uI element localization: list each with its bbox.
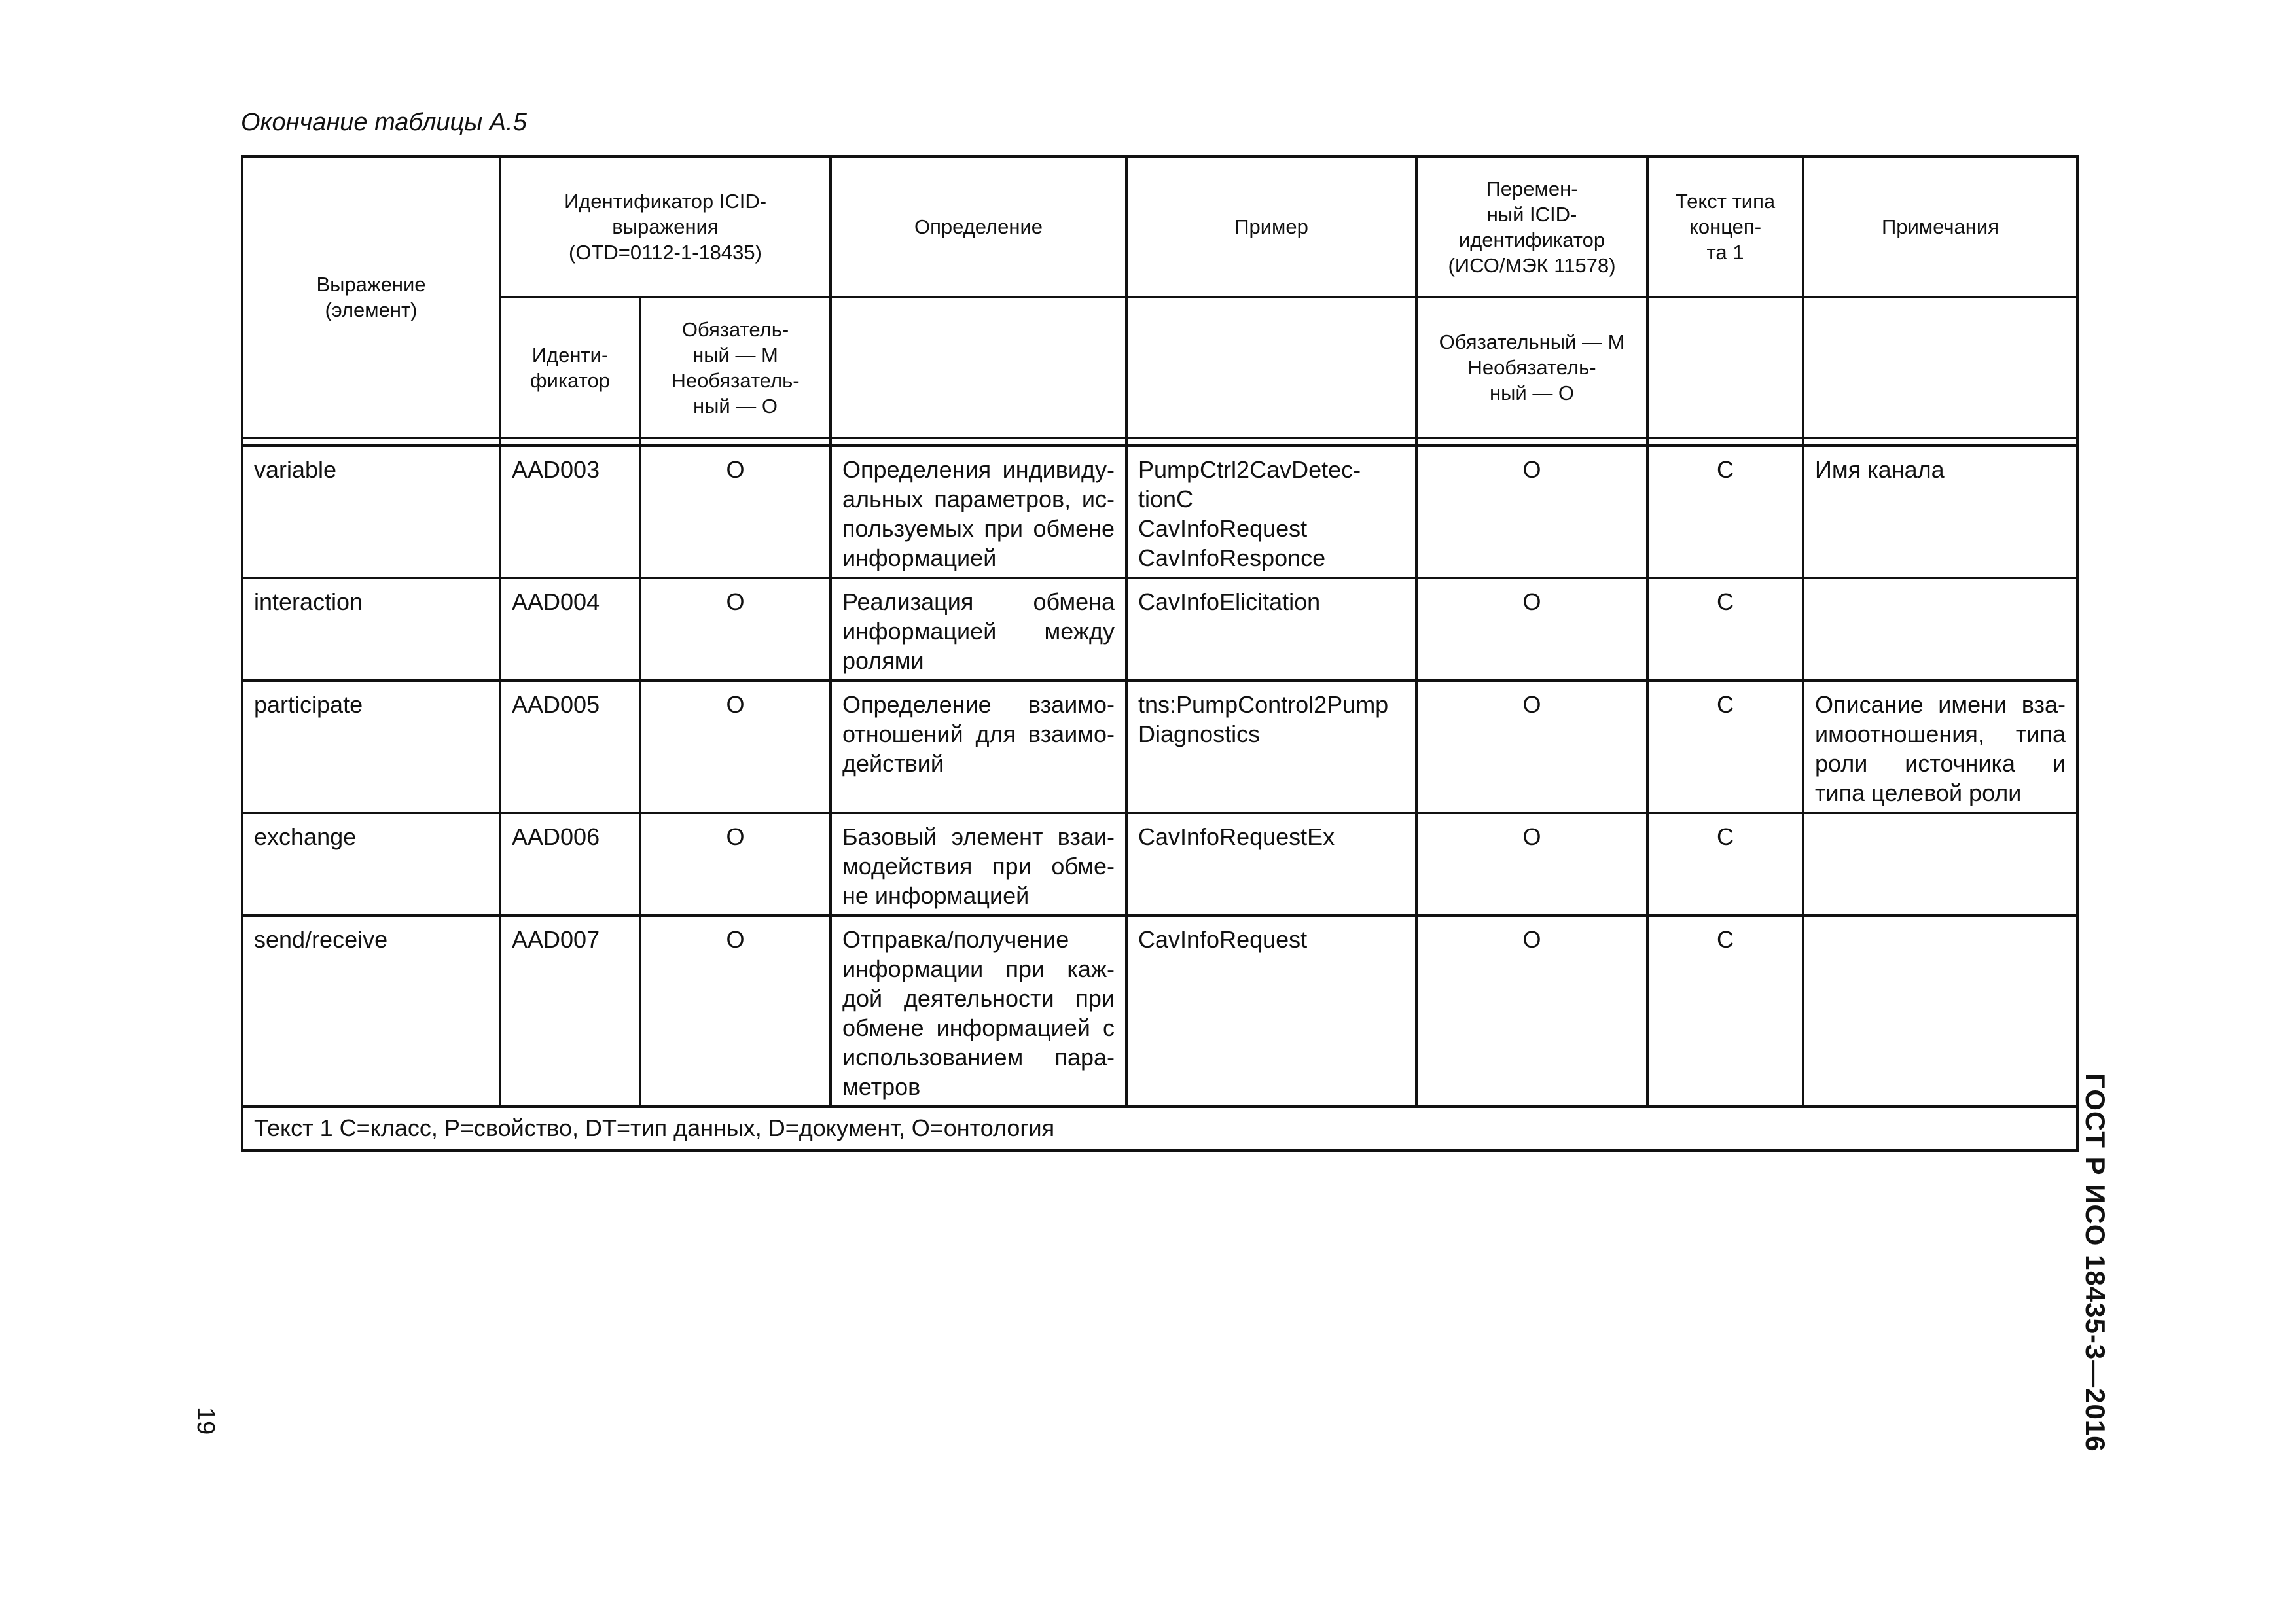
cell-obligation: O <box>640 813 831 916</box>
table-row <box>242 446 2077 578</box>
cell-example: CavInfoElicitation <box>1126 578 1416 681</box>
cell-definition: Определение взаимо- отношений для взаимо- действий <box>831 681 1126 813</box>
table-row <box>242 681 2077 813</box>
cell-expression: variable <box>242 446 500 578</box>
header-notes: Примечания <box>1803 156 2077 297</box>
cell-expression: exchange <box>242 813 500 916</box>
table-body <box>242 446 2077 1107</box>
cell-variable-obligation: O <box>1416 446 1647 578</box>
table-row <box>242 813 2077 916</box>
cell-example: CavInfoRequestEx <box>1126 813 1416 916</box>
header-identifier: Иденти- фикатор <box>500 297 640 438</box>
cell-obligation: O <box>640 446 831 578</box>
cell-notes <box>1803 813 2077 916</box>
header-example: Пример <box>1126 156 1416 297</box>
cell-definition: Реализация обмена информацией между ролями <box>831 578 1126 681</box>
cell-concept-type: C <box>1647 446 1803 578</box>
cell-definition: Отправка/получение информации при каж- дой деятельности при обмене информацией с использованием пара- метров <box>831 916 1126 1107</box>
header-variable-icid: Перемен- ный ICID- идентификатор (ИСО/МЭК 11578) <box>1416 156 1647 297</box>
cell-expression: interaction <box>242 578 500 681</box>
cell-example: tns:PumpControl2Pump Diagnostics <box>1126 681 1416 813</box>
cell-obligation: O <box>640 681 831 813</box>
header-concept-empty <box>1647 297 1803 438</box>
table-footnote: Текст 1 C=класс, P=свойство, DT=тип данных, D=документ, O=онтология <box>242 1107 2077 1150</box>
header-example-empty <box>1126 297 1416 438</box>
cell-identifier: AAD005 <box>500 681 640 813</box>
header-icid-group: Идентификатор ICID- выражения (OTD=0112-1-18435) <box>500 156 831 297</box>
cell-notes <box>1803 578 2077 681</box>
header-notes-empty <box>1803 297 2077 438</box>
cell-obligation: O <box>640 578 831 681</box>
cell-example: CavInfoRequest <box>1126 916 1416 1107</box>
cell-identifier: AAD003 <box>500 446 640 578</box>
cell-expression: send/receive <box>242 916 500 1107</box>
cell-example: PumpCtrl2CavDetec- tionC CavInfoRequest CavInfoResponce <box>1126 446 1416 578</box>
cell-identifier: AAD006 <box>500 813 640 916</box>
header-obligation: Обязатель- ный — М Необязатель- ный — О <box>640 297 831 438</box>
cell-concept-type: C <box>1647 578 1803 681</box>
cell-expression: participate <box>242 681 500 813</box>
cell-identifier: AAD007 <box>500 916 640 1107</box>
header-definition: Определение <box>831 156 1126 297</box>
cell-definition: Базовый элемент взаи- модействия при обме- не информацией <box>831 813 1126 916</box>
cell-variable-obligation: O <box>1416 681 1647 813</box>
page-number: 19 <box>192 1407 219 1435</box>
document-standard-title: ГОСТ Р ИСО 18435-3—2016 <box>2080 1073 2111 1452</box>
table-row <box>242 916 2077 1107</box>
cell-notes <box>1803 916 2077 1107</box>
header-concept-type: Текст типа концеп- та 1 <box>1647 156 1803 297</box>
header-variable-obligation: Обязательный — М Необязатель- ный — О <box>1416 297 1647 438</box>
table-row <box>242 578 2077 681</box>
cell-identifier: AAD004 <box>500 578 640 681</box>
header-definition-empty <box>831 297 1126 438</box>
cell-notes: Имя канала <box>1803 446 2077 578</box>
cell-concept-type: C <box>1647 813 1803 916</box>
data-table <box>241 155 2079 1152</box>
cell-variable-obligation: O <box>1416 578 1647 681</box>
cell-variable-obligation: O <box>1416 916 1647 1107</box>
cell-concept-type: C <box>1647 916 1803 1107</box>
header-expression: Выражение (элемент) <box>242 156 500 438</box>
header-separator <box>242 438 2077 446</box>
cell-notes: Описание имени вза- имоотношения, типа роли источника и типа целевой роли <box>1803 681 2077 813</box>
cell-variable-obligation: O <box>1416 813 1647 916</box>
cell-concept-type: C <box>1647 681 1803 813</box>
table-caption: Окончание таблицы А.5 <box>241 109 527 136</box>
cell-obligation: O <box>640 916 831 1107</box>
cell-definition: Определения индивиду- альных параметров, ис- пользуемых при обмене информацией <box>831 446 1126 578</box>
